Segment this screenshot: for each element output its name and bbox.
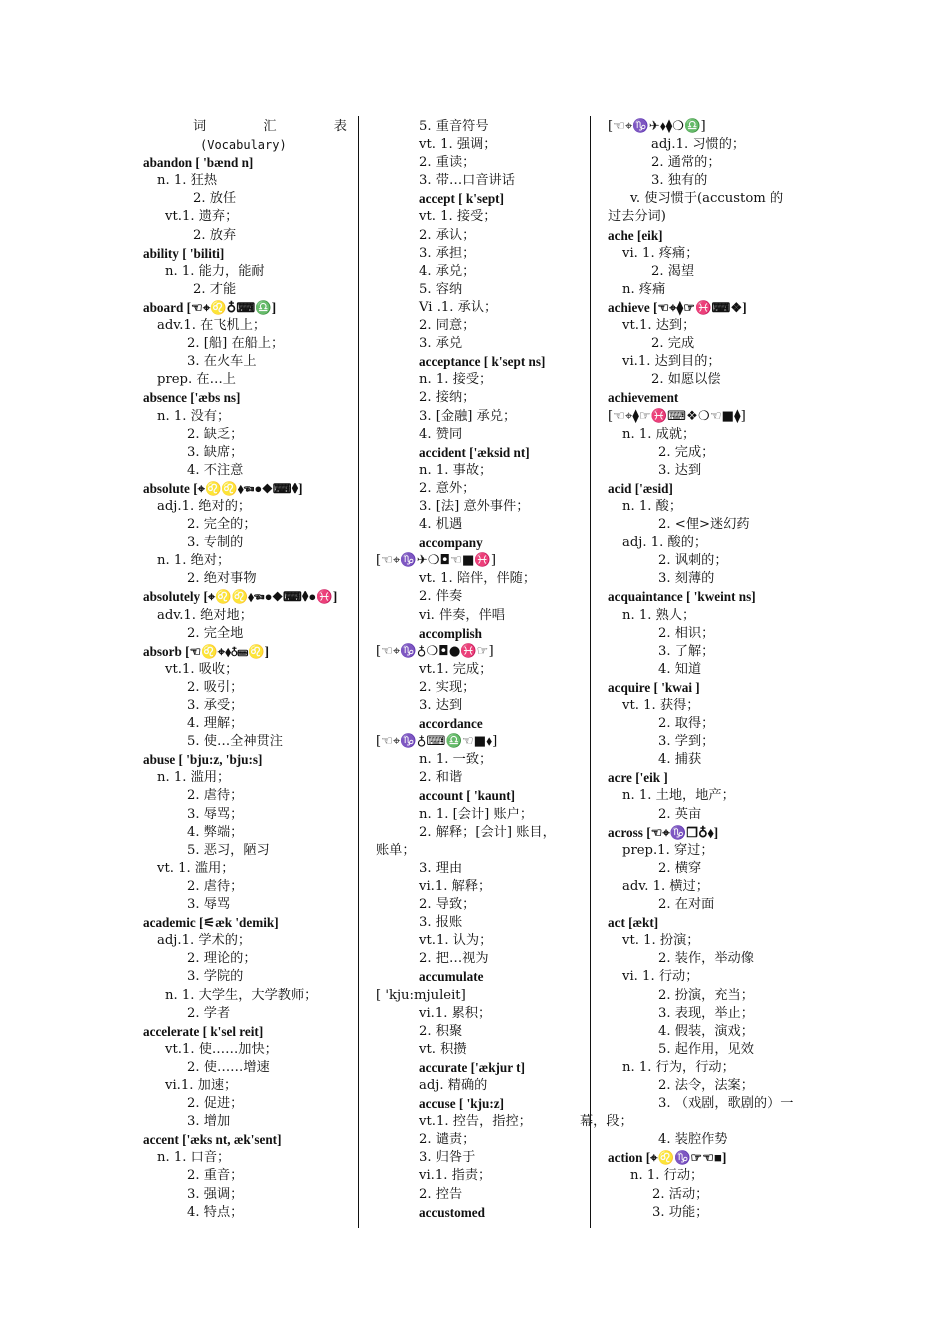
entry-line: 2. 渴望 [651, 263, 695, 279]
entry-line: 2. 装作，举动像 [658, 951, 754, 967]
entry-line: 3. [金融] 承兑； [419, 408, 517, 424]
headword: accept [ k'sept] [419, 191, 504, 207]
entry-line: 账单； [376, 842, 416, 858]
entry-line: 3. 辱骂 [187, 897, 231, 913]
entry-line: 2. 扮演，充当； [658, 987, 754, 1003]
entry-line: n. 1. 没有； [157, 408, 231, 424]
entry-line: vi.1. 解释； [419, 878, 492, 894]
entry-line: 5. 起作用，见效 [658, 1041, 754, 1057]
entry-line: 2. 承认； [419, 227, 476, 243]
headword: acid ['æsid] [608, 480, 673, 496]
entry-line: 2. 活动； [652, 1186, 709, 1202]
entry-line: 4. 知道 [658, 661, 702, 677]
entry-line: adj. 精确的 [419, 1077, 488, 1093]
entry-line: [☜⌖♑♁⌨♎☜■⬧] [376, 734, 498, 750]
entry-line: vt. 1. 获得； [622, 698, 700, 713]
entry-line: v. 使习惯于(accustom 的 [630, 191, 784, 207]
headword: absolute [⌖♌♌⬧☜●◆⌨⧫] [143, 480, 303, 496]
entry-line: [☜⌖⧫☞♓⌨❖❍☜■⧫] [608, 408, 746, 424]
entry-line: 2. 通常的； [651, 155, 721, 171]
entry-line: vi.1. 加速； [165, 1077, 238, 1093]
entry-line: prep.1. 穿过； [622, 842, 714, 858]
entry-line: 2. 同意； [419, 318, 476, 334]
entry-line: 2. 实现； [419, 679, 476, 695]
headword: accordance [419, 716, 483, 732]
headword: acceptance [ k'sept ns] [419, 354, 546, 370]
headword: aboard [☜⌖♌♁⌨♎] [143, 299, 277, 315]
entry-line: n. 1. 接受； [419, 372, 493, 388]
entry-line: 4. 机遇 [419, 517, 463, 533]
column-2 [376, 118, 576, 1222]
entry-line: n. 1. 大学生，大学教师； [165, 987, 318, 1003]
entry-line: 3. 表现，举止； [658, 1005, 754, 1021]
entry-line: adv.1. 在飞机上； [157, 318, 267, 334]
entry-line: n. 1. 成就； [622, 426, 696, 442]
entry-line: 3. 承受； [187, 698, 244, 713]
entry-line: vi. 1. 行动； [622, 969, 699, 985]
entry-line: vi. 伴奏，伴唱 [419, 607, 505, 623]
headword: action [⌖♌♑☞☜■] [608, 1150, 727, 1166]
entry-line: 3. （戏剧，歌剧的）一 [658, 1096, 794, 1112]
entry-line: 4. 赞同 [419, 426, 463, 442]
entry-line: vt. 1. 强调； [419, 137, 497, 153]
entry-line: vi.1. 达到目的； [622, 354, 721, 370]
entry-line: 2. 法令，法案； [658, 1077, 754, 1093]
entry-line: 2. 积聚 [419, 1023, 463, 1039]
entry-line: 2. 绝对事物 [187, 571, 257, 587]
headword: acquaintance [ 'kweint ns] [608, 589, 756, 605]
entry-line: 3. 增加 [187, 1114, 231, 1130]
entry-line: 2. 接纳； [419, 390, 476, 406]
entry-line: 4. 捕获 [658, 752, 702, 768]
entry-line: 2. 放任 [193, 191, 237, 207]
entry-line: 3. 承兑 [419, 336, 463, 352]
headword: acre ['eik ] [608, 770, 668, 786]
entry-line: 3. 达到 [419, 698, 463, 713]
headword: abandon [ 'bænd n] [143, 155, 254, 171]
entry-line: 2. 把…视为 [419, 951, 489, 967]
entry-line: 3. 缺席； [187, 444, 244, 460]
entry-line: n. 1. 事故； [419, 462, 493, 478]
headword: acquire [ 'kwai ] [608, 679, 700, 695]
entry-line: 2. 才能 [193, 281, 237, 297]
entry-line: vt.1. 认为； [419, 933, 493, 949]
entry-line: adj.1. 习惯的； [651, 137, 746, 153]
entry-line: n. 1. 熟人； [622, 607, 696, 623]
entry-line: 过去分词) [608, 209, 666, 225]
entry-line: 幕，段； [580, 1114, 633, 1130]
entry-line: vt.1. 达到； [622, 318, 696, 334]
entry-line: 2. 重读； [419, 155, 476, 171]
entry-line: 2. [船] 在船上； [187, 336, 285, 352]
entry-line: 3. 在火车上 [187, 354, 257, 370]
entry-line: 4. 不注意 [187, 462, 244, 478]
entry-line: 3. [法] 意外事件； [419, 498, 530, 514]
entry-line: vt.1. 完成； [419, 661, 493, 677]
entry-line: 3. 刻薄的 [658, 571, 715, 587]
entry-line: adj.1. 学术的； [157, 933, 252, 949]
entry-line: 4. 理解； [187, 716, 244, 732]
entry-line: adj. 1. 酸的； [622, 535, 708, 551]
entry-line: 2. 虐待； [187, 878, 244, 894]
entry-line: 2. 使……增速 [187, 1059, 270, 1075]
entry-line: 2. 理论的； [187, 951, 257, 967]
entry-line: vt.1. 控告，指控； [419, 1114, 532, 1130]
headword: accomplish [419, 625, 483, 641]
entry-line: 2. 横穿 [658, 860, 702, 876]
entry-line: 2. 谴责； [419, 1132, 476, 1148]
column-3 [580, 118, 808, 1222]
entry-line: 2. 取得； [658, 716, 715, 732]
entry-line: 2. <俚>迷幻药 [658, 517, 750, 533]
headword: account [ 'kaunt] [419, 788, 515, 804]
headword: accelerate [ k'sel reit] [143, 1023, 264, 1039]
entry-line: 4. 特点； [187, 1204, 244, 1220]
headword: ache [eik] [608, 227, 663, 243]
entry-line: vt.1. 使……加快； [165, 1041, 278, 1057]
entry-line: 2. 放弃 [193, 227, 237, 243]
entry-line: [☜⌖♑✈⬧⧫❍♎] [608, 119, 706, 134]
headword: achieve [☜⌖⧫☞♓⌨❖] [608, 299, 747, 315]
entry-line: 5. 恶习，陋习 [187, 842, 270, 858]
entry-line: vt.1. 遗弃； [165, 209, 239, 225]
column-3-entries [580, 118, 808, 1222]
headword: accident ['æksid nt] [419, 444, 530, 460]
entry-line: n. 1. 行动； [630, 1168, 704, 1184]
headword: academic [⚟æk 'demik] [143, 915, 279, 931]
entry-line: 5. 使…全神贯注 [187, 734, 283, 750]
entry-line: 3. 强调； [187, 1186, 244, 1202]
entry-line: 2. 完成； [658, 444, 715, 460]
entry-line: 2. 相识； [658, 625, 715, 641]
entry-line: 4. 假装，演戏； [658, 1023, 754, 1039]
entry-line: 3. 达到 [658, 462, 702, 478]
entry-line: 4. 承兑； [419, 263, 476, 279]
entry-line: 2. 完全地 [187, 625, 244, 641]
entry-line: 3. 了解； [658, 643, 715, 659]
entry-line: n. 1. 能力，能耐 [165, 263, 265, 279]
entry-line: 2. 意外； [419, 480, 476, 496]
headword: accumulate [419, 969, 484, 985]
headword: absolutely [⌖♌♌⬧☜●◆⌨⧫●♓] [143, 589, 338, 605]
entry-line: 2. 完成 [651, 336, 695, 352]
entry-line: 2. 学者 [187, 1005, 231, 1021]
entry-line: 3. 报账 [419, 915, 463, 931]
page-subtitle: (Vocabulary) [200, 138, 287, 153]
entry-line: 2. 导致； [419, 897, 476, 913]
entry-line: n. 1. 口音； [157, 1150, 231, 1166]
entry-line: 2. 促进； [187, 1096, 244, 1112]
column-1-entries [143, 154, 348, 1222]
entry-line: n. 1. 绝对； [157, 553, 231, 569]
entry-line: [☜⌖♑♁❍◘●♓☞] [376, 643, 494, 659]
entry-line: vi.1. 累积； [419, 1005, 492, 1021]
entry-line: vt. 1. 接受； [419, 209, 497, 225]
entry-line: 2. 吸引； [187, 679, 244, 695]
entry-line: n. 疼痛 [622, 281, 666, 297]
entry-line: Vi .1. 承认； [419, 299, 498, 315]
headword: accent ['æks nt, æk'sent] [143, 1132, 282, 1148]
entry-line: 2. 和谐 [419, 770, 463, 786]
entry-line: n. 1. 滥用； [157, 770, 231, 786]
column-1 [143, 118, 369, 1222]
entry-line: 2. 讽刺的； [658, 553, 728, 569]
entry-line: n. 1. 一致； [419, 752, 493, 768]
entry-line: n. 1. 土地，地产； [622, 788, 735, 804]
headword: accuse [ 'kju:z] [419, 1096, 504, 1112]
entry-line: adv. 1. 横过； [622, 878, 709, 894]
entry-line: 3. 承担； [419, 245, 476, 261]
headword: absence ['æbs ns] [143, 390, 241, 406]
headword: absorb [☜♌⌖⬧♁⌨♌] [143, 643, 270, 659]
entry-line: 3. 理由 [419, 860, 463, 876]
entry-line: 5. 重音符号 [419, 119, 489, 134]
column-divider-right [590, 116, 591, 1228]
page-title: 词 汇 表 [193, 119, 369, 134]
headword: accustomed [419, 1204, 485, 1220]
entry-line: 3. 归咎于 [419, 1150, 476, 1166]
entry-line: 3. 独有的 [651, 173, 708, 189]
entry-line: 4. 装腔作势 [658, 1132, 728, 1148]
entry-line: 4. 弊端； [187, 824, 244, 840]
column-2-entries [376, 118, 576, 1222]
entry-line: 2. 伴奏 [419, 589, 463, 605]
entry-line: vt. 积攒 [419, 1041, 467, 1057]
headword: across [☜⌖♑❒♁⬧] [608, 824, 719, 840]
entry-line: 3. 学院的 [187, 969, 244, 985]
entry-line: vt.1. 吸收； [165, 661, 239, 677]
column-divider-left [358, 116, 359, 1228]
entry-line: vt. 1. 陪伴，伴随； [419, 571, 537, 587]
entry-line: n. 1. 行为，行动； [622, 1059, 735, 1075]
entry-line: [ 'kju:mjuleit] [376, 987, 466, 1003]
entry-line: 3. 学到； [658, 734, 715, 750]
entry-line: 2. 虐待； [187, 788, 244, 804]
headword: abuse [ 'bju:z, 'bju:s] [143, 752, 263, 768]
entry-line: 3. 功能； [652, 1204, 709, 1220]
headword: ability [ 'biliti] [143, 245, 225, 261]
entry-line: vt. 1. 扮演； [622, 933, 700, 949]
entry-line: 3. 带…口音讲话 [419, 173, 515, 189]
entry-line: n. 1. [会计] 账户； [419, 806, 534, 822]
entry-line: n. 1. 狂热 [157, 173, 218, 189]
entry-line: 2. 缺乏； [187, 426, 244, 442]
headword: act [ækt] [608, 915, 659, 931]
entry-line: 2. 控告 [419, 1186, 463, 1202]
entry-line: adj.1. 绝对的； [157, 498, 252, 514]
entry-line: 2. 如愿以偿 [651, 372, 721, 388]
entry-line: prep. 在…上 [157, 372, 236, 388]
headword: achievement [608, 390, 679, 406]
entry-line: n. 1. 酸； [622, 498, 683, 514]
entry-line: 3. 专制的 [187, 535, 244, 551]
headword: accurate ['ækjur t] [419, 1059, 525, 1075]
entry-line: 3. 辱骂； [187, 806, 244, 822]
entry-line: [☜⌖♑✈❍◘☜■♓] [376, 553, 496, 569]
headword: accompany [419, 535, 483, 551]
entry-line: adv.1. 绝对地； [157, 607, 253, 623]
entry-line: 2. 在对面 [658, 897, 715, 913]
entry-line: 2. 解释；[会计] 账目， [419, 824, 556, 840]
entry-line: 5. 容纳 [419, 281, 463, 297]
entry-line: vi. 1. 疼痛； [622, 245, 699, 261]
entry-line: vt. 1. 滥用； [157, 860, 235, 876]
entry-line: vi.1. 指责； [419, 1168, 492, 1184]
entry-line: 2. 重音； [187, 1168, 244, 1184]
entry-line: 2. 完全的； [187, 517, 257, 533]
entry-line: 2. 英亩 [658, 806, 702, 822]
